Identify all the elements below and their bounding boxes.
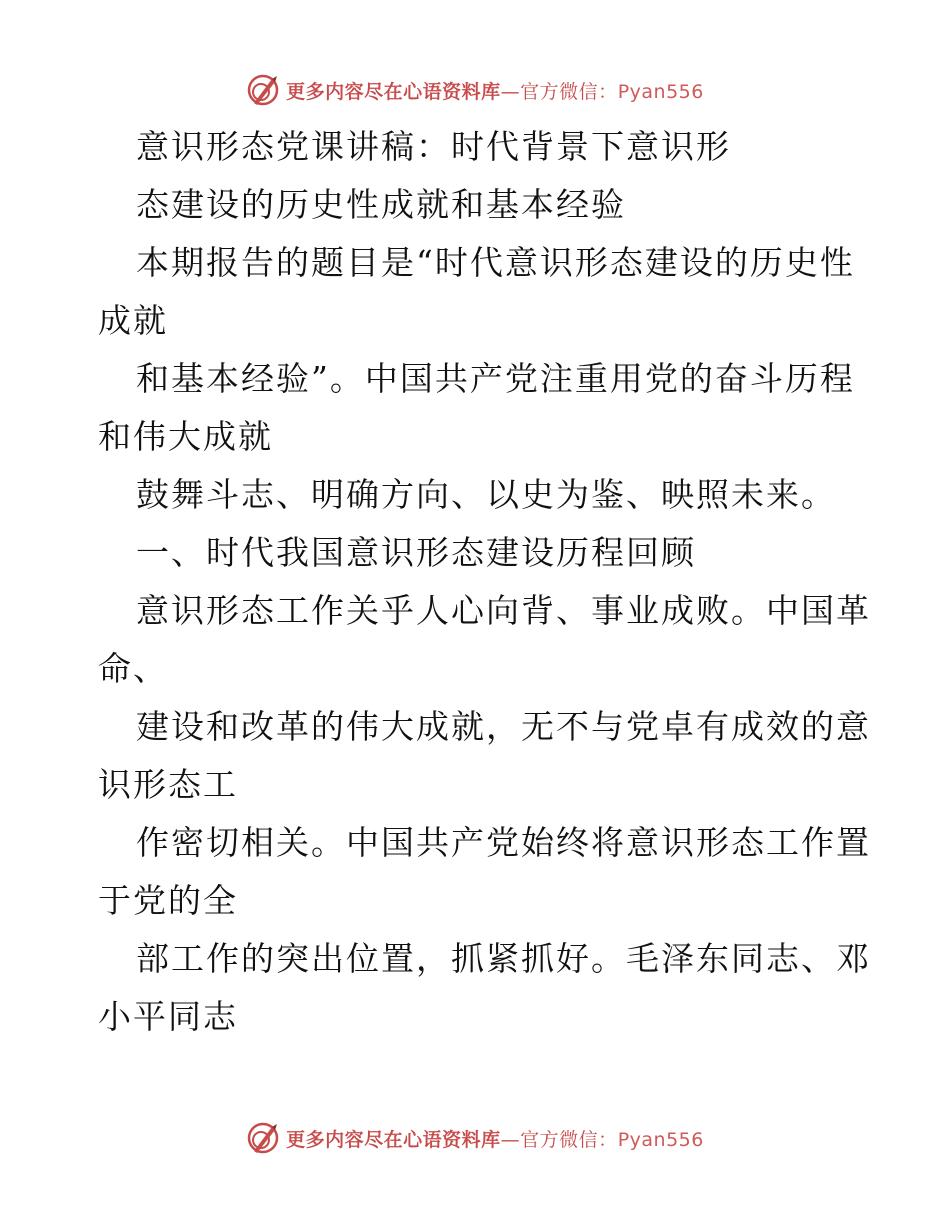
paragraph-line: 命、 (98, 649, 168, 688)
paragraph-line: 小平同志 (98, 997, 238, 1036)
paragraph-line: 于党的全 (98, 881, 238, 920)
header-watermark-text: 更多内容尽在心语资料库—官方微信：Pyan556 (286, 80, 704, 103)
pen-logo-icon (246, 1121, 280, 1155)
paragraph-line: 建设和改革的伟大成就，无不与党卓有成效的意 (136, 707, 871, 746)
document-body (98, 118, 871, 1046)
footer-watermark-banner (0, 1118, 950, 1158)
paragraph-line: 成就 (98, 301, 168, 340)
document-title-line-1: 意识形态党课讲稿：时代背景下意识形 (136, 127, 731, 166)
paragraph-line: 意识形态工作关乎人心向背、事业成败。中国革 (136, 591, 871, 630)
section-heading: 一、时代我国意识形态建设历程回顾 (136, 533, 696, 572)
pen-logo-icon (246, 73, 280, 107)
paragraph-line: 作密切相关。中国共产党始终将意识形态工作置 (136, 823, 871, 862)
paragraph-line: 和基本经验”。中国共产党注重用党的奋斗历程 (136, 359, 855, 398)
paragraph-line: 识形态工 (98, 765, 238, 804)
paragraph-line: 和伟大成就 (98, 417, 273, 456)
document-title-line-2: 态建设的历史性成就和基本经验 (136, 185, 626, 224)
header-watermark-banner (0, 70, 950, 110)
paragraph-line: 部工作的突出位置，抓紧抓好。毛泽东同志、邓 (136, 939, 871, 978)
paragraph-line: 鼓舞斗志、明确方向、以史为鉴、映照未来。 (136, 475, 836, 514)
footer-watermark-text: 更多内容尽在心语资料库—官方微信：Pyan556 (286, 1128, 704, 1151)
paragraph-line: 本期报告的题目是“时代意识形态建设的历史性 (136, 243, 855, 282)
